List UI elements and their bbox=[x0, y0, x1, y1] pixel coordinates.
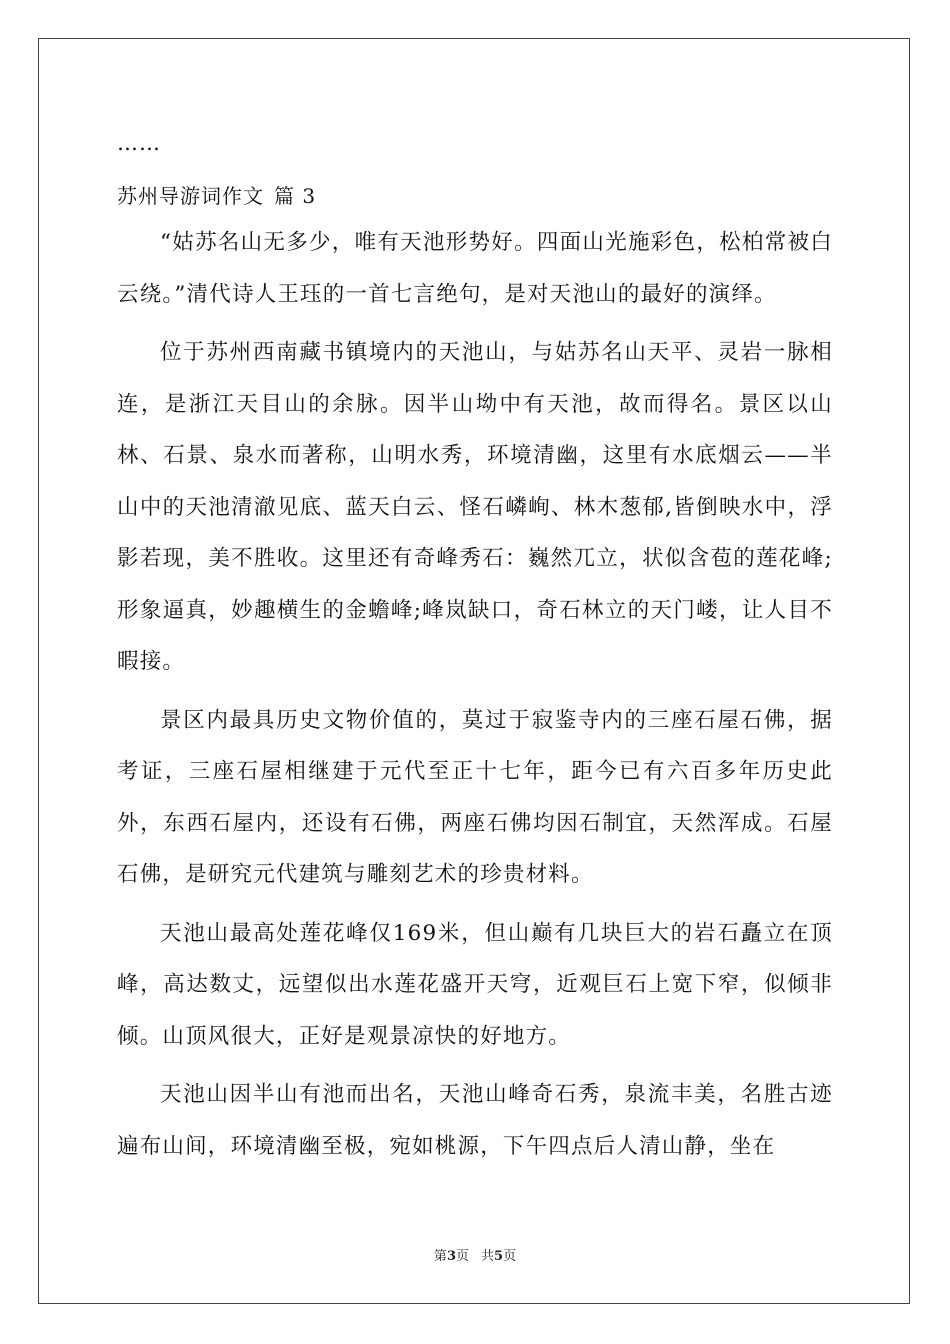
heading-title: 苏州导游词作文 bbox=[117, 184, 264, 208]
page-number-suffix: 页 bbox=[455, 1249, 469, 1264]
section-heading bbox=[117, 181, 833, 211]
document-body bbox=[117, 128, 833, 1179]
ellipsis-text: …… bbox=[117, 131, 161, 155]
total-pages-prefix: 共 bbox=[481, 1249, 495, 1264]
page-footer bbox=[0, 1248, 950, 1266]
paragraph: 位于苏州西南藏书镇境内的天池山，与姑苏名山天平、灵岩一脉相连，是浙江天目山的余脉。因半山坳中有天池，故而得名。景区以山林、石景、泉水而著称，山明水秀，环境清幽，这里有水底烟云——半山中的天池清澈见底、蓝天白云、怪石嶙峋、林木葱郁,皆倒映水中，浮影若现，美不胜收。这里还有奇峰秀石：巍然兀立，状似含苞的莲花峰;形象逼真，妙趣横生的金蟾峰;峰岚缺口，奇石林立的天门嵝，让人目不暇接。 bbox=[117, 340, 833, 674]
paragraph: 天池山因半山有池而出名，天池山峰奇石秀，泉流丰美，名胜古迹遍布山间，环境清幽至极，宛如桃源，下午四点后人清山静，坐在 bbox=[117, 1082, 833, 1159]
paragraph: 景区内最具历史文物价值的，莫过于寂鉴寺内的三座石屋石佛，据考证，三座石屋相继建于元代至正十七年，距今已有六百多年历史此外，东西石屋内，还设有石佛，两座石佛均因石制宜，天然浑成。石屋石佛，是研究元代建筑与雕刻艺术的珍贵材料。 bbox=[117, 707, 833, 887]
current-page-number: 3 bbox=[446, 1249, 456, 1264]
total-page-count: 5 bbox=[494, 1249, 504, 1264]
page-number-prefix: 第 bbox=[433, 1249, 447, 1264]
paragraph: “姑苏名山无多少，唯有天池形势好。四面山光施彩色，松柏常被白云绕。”清代诗人王珏的一首七言绝句，是对天池山的最好的演绎。 bbox=[117, 230, 833, 307]
heading-section-number: 篇 3 bbox=[274, 184, 317, 208]
total-pages-suffix: 页 bbox=[503, 1249, 517, 1264]
paragraph: 天池山最高处莲花峰仅169米，但山巅有几块巨大的岩石矗立在顶峰，高达数丈，远望似出水莲花盛开天穹，近观巨石上宽下窄，似倾非倾。山顶风很大，正好是观景凉快的好地方。 bbox=[117, 920, 833, 1049]
